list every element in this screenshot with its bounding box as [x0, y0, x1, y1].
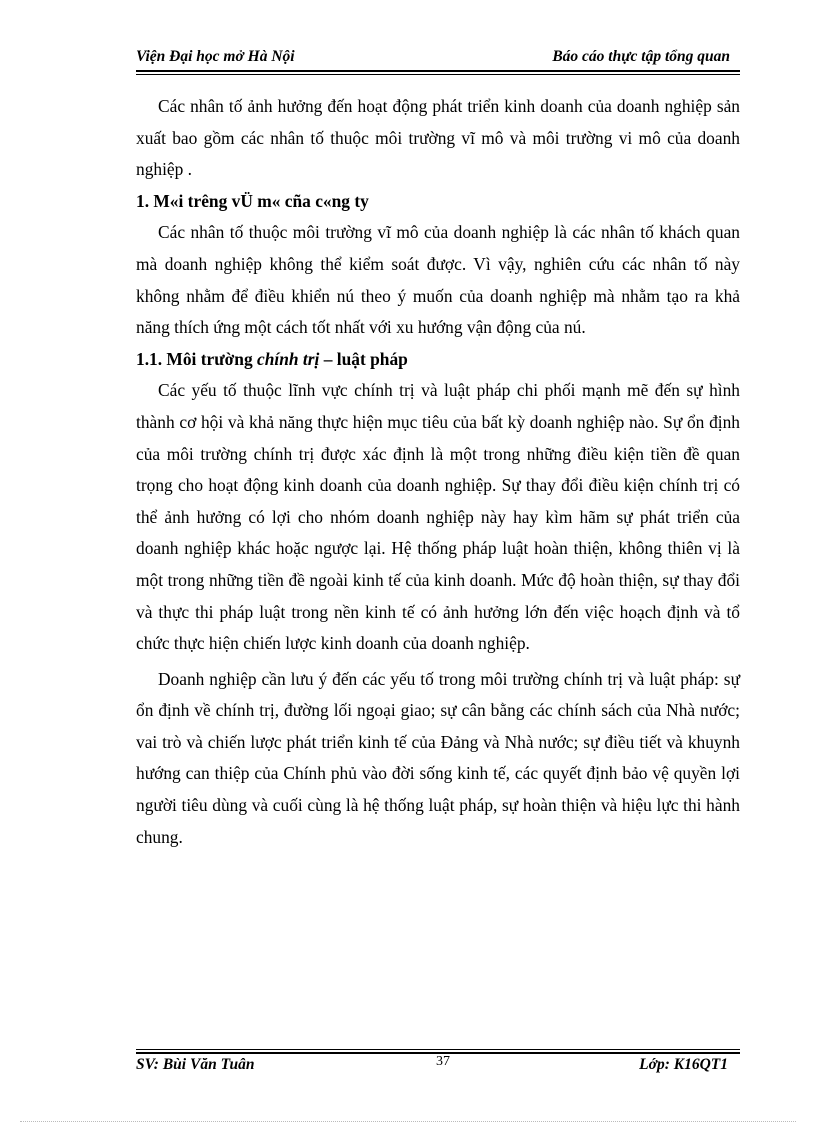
- document-body: [136, 91, 740, 853]
- page-footer: [136, 1054, 740, 1078]
- considerations-paragraph: Doanh nghiệp cần lưu ý đến các yếu tố trong môi trường chính trị và luật pháp: sự ổn định về chính trị, đường lối ngoại giao; sự cân bằng các chính sách của Nhà nước; vai trò và chiến lược phát triển kinh tế của Đảng và Nhà nước; sự điều tiết và khuynh hướng can thiệp của Chính phủ vào đời sống kinh tế, các quyết định bảo vệ quyền lợi người tiêu dùng và cuối cùng là hệ thống luật pháp, sự hoàn thiện và hiệu lực thi hành chung.: [136, 668, 740, 847]
- page-edge-divider: [20, 1121, 796, 1122]
- subsection-heading-italic: chính trị: [257, 348, 320, 369]
- subsection-heading-part3: – luật pháp: [319, 348, 408, 369]
- footer-student-name: SV: Bùi Văn Tuân: [136, 1056, 255, 1073]
- subsection-heading-part1: 1.1. Môi trường: [136, 348, 258, 369]
- subsection-1-1-heading: [136, 344, 740, 376]
- political-legal-paragraph: Các yếu tố thuộc lĩnh vực chính trị và luật pháp chi phối mạnh mẽ đến sự hình thành cơ hội và khả năng thực hiện mục tiêu của bất kỳ doanh nghiệp nào. Sự ổn định của môi trường chính trị được xác định là một trong những điều kiện tiền đề quan trọng cho hoạt động kinh doanh của doanh nghiệp. Sự thay đổi điều kiện chính trị có thể ảnh hưởng có lợi cho nhóm doanh nghiệp này hay kìm hãm sự phát triển của doanh nghiệp khác hoặc ngược lại. Hệ thống pháp luật hoàn thiện, không thiên vị là một trong những tiền đề ngoài kinh tế của kinh doanh. Mức độ hoàn thiện, sự thay đổi và thực thi pháp luật trong nền kinh tế có ảnh hưởng lớn đến việc hoạch định và tổ chức thực hiện chiến lược kinh doanh của doanh nghiệp.: [136, 380, 740, 654]
- page-header: [136, 48, 740, 70]
- header-report-title: Báo cáo thực tập tổng quan: [552, 48, 730, 65]
- intro-paragraph: Các nhân tố ảnh hưởng đến hoạt động phát triển kinh doanh của doanh nghiệp sản xuất bao gồm các nhân tố thuộc môi trường vĩ mô và môi trường vi mô của doanh nghiệp .: [136, 96, 740, 180]
- header-rule-thin: [136, 74, 740, 75]
- header-rule-thick: [136, 70, 740, 72]
- section-1-paragraph: Các nhân tố thuộc môi trường vĩ mô của doanh nghiệp là các nhân tố khách quan mà doanh nghiệp không thể kiểm soát được. Vì vậy, nghiên cứu các nhân tố này không nhằm để điều khiển nú theo ý muốn của doanh nghiệp mà nhằm tạo ra khả năng thích ứng một cách tốt nhất với xu hướng vận động của nú.: [136, 222, 740, 338]
- footer-class: Lớp: K16QT1: [639, 1056, 728, 1073]
- section-1-heading: 1. M«i trêng vÜ m« cña c«ng ty: [136, 190, 369, 211]
- page-number: 37: [436, 1054, 450, 1069]
- footer-rule-thin: [136, 1049, 740, 1050]
- header-institution: Viện Đại học mở Hà Nội: [136, 48, 295, 65]
